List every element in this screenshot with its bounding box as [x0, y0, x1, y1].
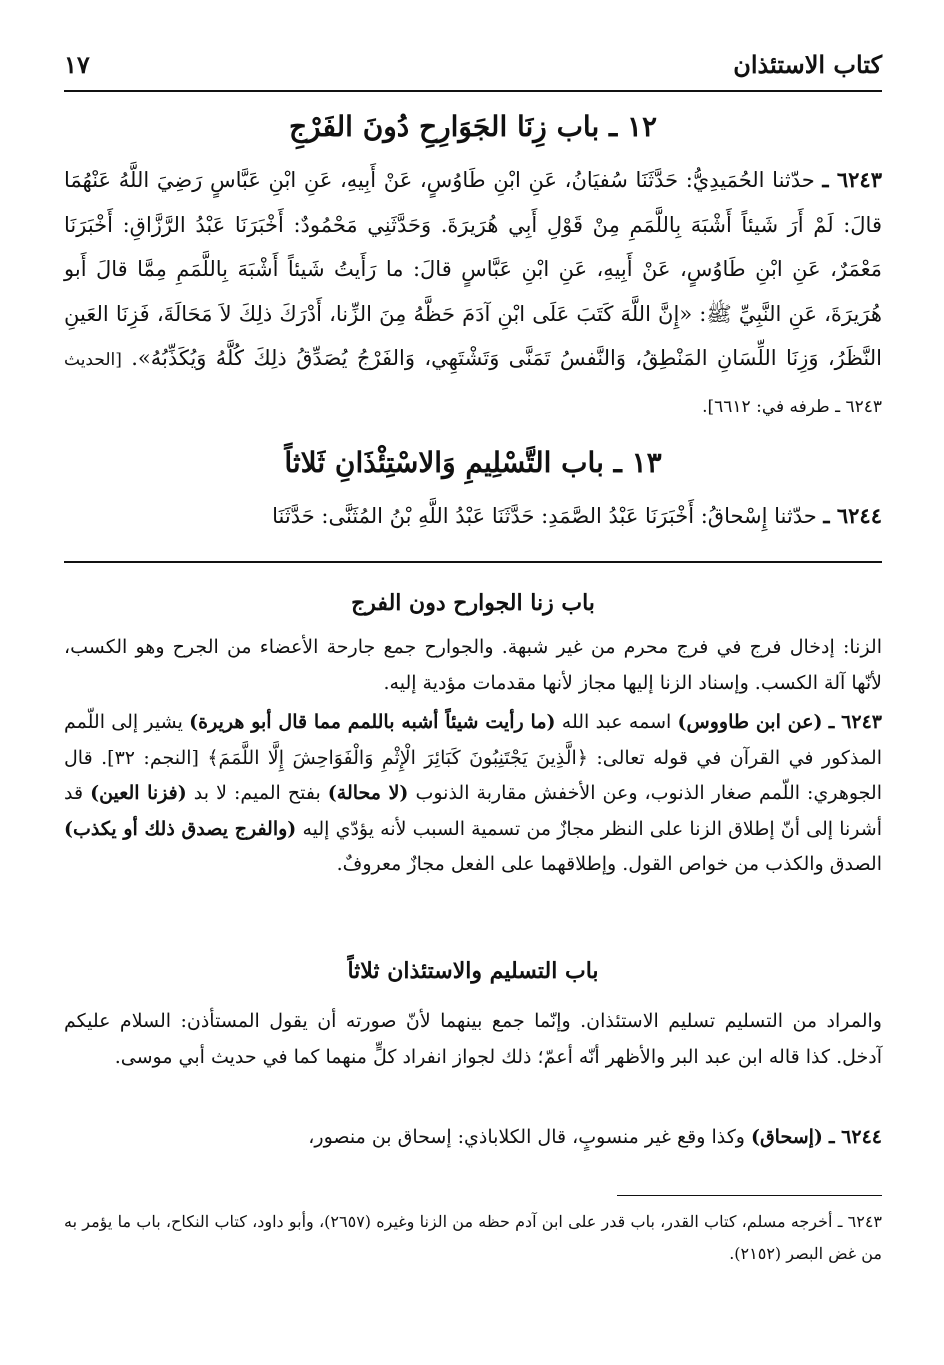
hadith-number: ٦٢٤٤ ـ	[828, 1126, 882, 1148]
chapter-12-title: ١٢ ـ باب زِنَا الجَوَارِحِ دُونَ الفَرْجِ	[288, 110, 658, 143]
commentary-separator	[64, 561, 882, 563]
page-number: ١٧	[64, 50, 90, 79]
header-rule	[64, 90, 882, 92]
quoted-phrase: (فزنا العين)	[90, 782, 187, 805]
chapter-13-title: ١٣ ـ باب التَّسْلِيمِ وَالاسْتِئْذَانِ ثَلاثاً	[284, 446, 662, 479]
commentary-text: الصدق والكذب من خواص القول. وإطلاقهما على الفعل مجازٌ معروفٌ.	[336, 853, 882, 876]
quoted-phrase: (لا محالة)	[327, 782, 409, 805]
hadith-number: ٦٢٤٣ ـ	[822, 167, 882, 192]
page-header	[64, 44, 882, 88]
commentary-title-1: باب زنا الجوارح دون الفرج	[351, 590, 595, 616]
hadith-text: حدّثنا إِسْحاقُ: أَخْبَرَنَا عَبْدُ الصَّمَدِ: حَدَّثَنَا عَبْدُ اللَّهِ بْنُ المُثَنَّى: حَدَّثَنَا	[272, 504, 817, 528]
hadith-text: حدّثنا الحُمَيدِيُّ: حَدَّثَنَا سُفيَانُ، عَنِ ابْنِ طَاوُسٍ، عَنْ أَبِيهِ، عَنِ ابْنِ عَبَّاسٍ رَضِيَ اللَّهُ عَنْهُمَا قالَ: لَمْ أَرَ شَيئاً أَشْبَهَ بِاللَّمَمِ مِنْ قَوْلِ أَبِي هُرَيرَةَ. وَحَدَّثَنِي مَحْمُودٌ: أَخْبَرَنَا عَبْدُ الرَّزَّاقِ: أَخْبَرَنَا مَعْمَرٌ، عَنِ ابْنِ طَاوُسٍ، عَنْ أَبِيهِ، عَنِ ابْنِ عَبَّاسٍ قالَ: ما رَأَيتُ شَيئاً أَشْبَهَ بِاللَّمَمِ مِمَّا قالَ أَبو هُرَيرَةَ، عَنِ النَّبِيِّ ﷺ: «إِنَّ اللَّهَ كَتَبَ عَلَى ابْنِ آدَمَ حَظَّهُ مِنَ الزِّنا، أَدْرَكَ ذلِكَ لاَ مَحَالَةَ، فَزِنَا العَينِ النَّظَرُ، وَزِنَا اللِّسَانِ المَنْطِقُ، وَالنَّفسُ تَمَنَّى وَتَشْتَهِي، وَالفَرْجُ يُصَدِّقُ ذلِكَ كُلَّهُ وَيُكَذِّبُهُ».	[64, 168, 882, 370]
hadith-6244	[64, 494, 882, 539]
footnote-rule	[617, 1195, 882, 1196]
hadith-6243	[64, 158, 882, 429]
commentary-text: يشير إلى اللّمم المذكور في القرآن في قوله تعالى: ﴿الَّذِينَ يَجْتَنِبُونَ كَبَائِرَ الْإِثْمِ وَالْفَوَاحِشَ إِلَّا اللَّمَمَ﴾ [النجم: ٣٢]. قال الجوهري: اللّمم صغار الذنوب، وعن الأخفش مقاربة الذنوب	[64, 711, 882, 805]
commentary-text: اسمه عبد الله	[555, 711, 678, 733]
commentary-text: بفتح الميم: لا بد	[186, 782, 328, 805]
commentary-paragraph: الزنا: إدخال فرج في فرج محرم من غير شبهة. والجوارح جمع جارحة الأعضاء من الجرح وهو الكسب، لأنّها آلة الكسب. وإسناد الزنا إليها مجاز لأنها مقدمات مؤدية إليه.	[64, 636, 882, 694]
book-title: كتاب الاستئذان	[733, 50, 882, 79]
quoted-phrase: (ما رأيت شيئاً أشبه باللمم مما قال أبو هريرة)	[189, 711, 556, 733]
commentary-text: قد أشرنا إلى أنّ إطلاق الزنا على النظر مجازٌ من تسمية السبب لأنه يؤدّي إليه	[64, 782, 882, 840]
hadith-number: ٦٢٤٤ ـ	[823, 503, 882, 528]
quoted-phrase: (عن ابن طاووس)	[677, 711, 823, 733]
commentary-paragraph: والمراد من التسليم تسليم الاستئذان. وإنّما جمع بينهما لأنّ صورته أن يقول المستأذن: السلام عليكم آدخل. كذا قاله ابن عبد البر والأظهر أنّه أعمّ؛ ذلك لجواز انفراد كلٍّ منهما كما في حديث أبي موسى.	[64, 1010, 882, 1068]
commentary-title-2: باب التسليم والاستئذان ثلاثاً	[347, 958, 599, 984]
hadith-number: ٦٢٤٣ ـ	[828, 711, 882, 733]
hadith-reference: [الحديث ٦٢٤٣ ـ طرفه في: ٦٦١٢].	[64, 350, 882, 417]
commentary-6244	[64, 1120, 882, 1156]
quoted-phrase: (إسحاق)	[750, 1126, 823, 1148]
footnote: ٦٢٤٣ ـ أخرجه مسلم، كتاب القدر، باب قدر على ابن آدم حظه من الزنا وغيره (٢٦٥٧)، وأبو داود، كتاب النكاح، باب ما يؤمر به من غض البصر (٢١٥٢).	[64, 1212, 882, 1263]
commentary-text: وكذا وقع غير منسوبٍ، قال الكلاباذي: إسحاق بن منصور،	[308, 1126, 751, 1148]
commentary-6243	[64, 705, 882, 883]
quoted-phrase: (والفرج يصدق ذلك أو يكذب)	[64, 817, 297, 840]
